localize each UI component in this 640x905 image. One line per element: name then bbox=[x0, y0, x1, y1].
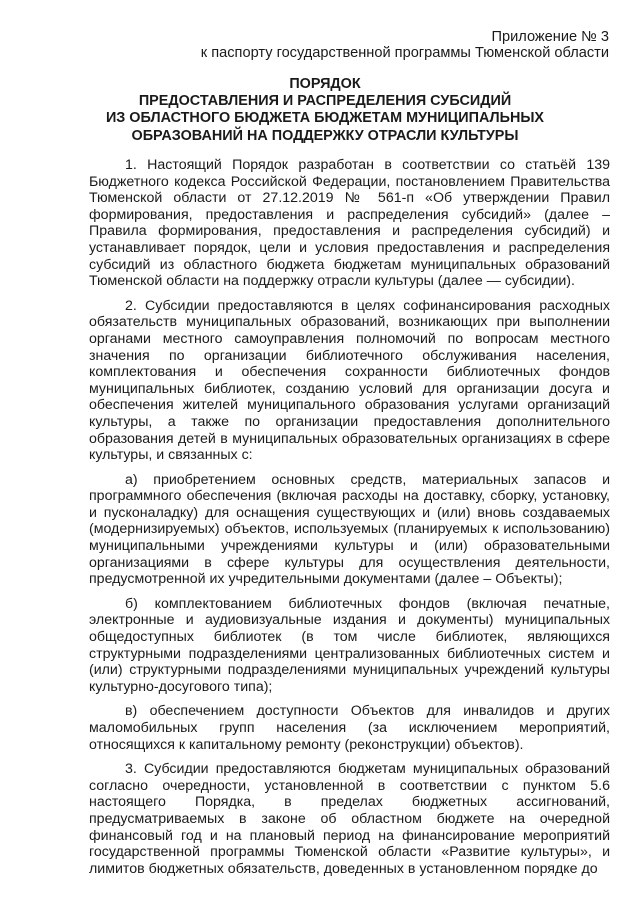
paragraph-1: 1. Настоящий Порядок разработан в соответствии со статьёй 139 Бюджетного кодекса Российской Федерации, постановлением Правительства Тюменской области от 27.12.2019 № 561-п «Об утверждении Правил формирования, предоставления и распределения субсидий» (далее – Правила формирования, предоставления и распределения субсидий) и устанавливает порядок, цели и условия предоставления и распределения субсидий из областного бюджета бюджетам муниципальных образований Тюменской области на поддержку отрасли культуры (далее — субсидии). bbox=[89, 157, 610, 290]
title-line-2: ПРЕДОСТАВЛЕНИЯ И РАСПРЕДЕЛЕНИЯ СУБСИДИЙ bbox=[138, 93, 512, 110]
title-line-4: ОБРАЗОВАНИЙ НА ПОДДЕРЖКУ ОТРАСЛИ КУЛЬТУРЫ bbox=[131, 127, 519, 144]
body-text-area bbox=[89, 157, 610, 895]
document-title bbox=[40, 76, 610, 145]
paragraph-2-item-a: а) приобретением основных средств, материальных запасов и программного обеспечения (включая расходы на доставку, сборку, установку, и пусконаладку) для оснащения существующих и (или) вновь создаваемых (модернизируемых) объектов, используемых (планируемых к использованию) муниципальными учреждениями культуры и (или) образовательными организациями в сфере культуры для осуществления деятельности, предусмотренной их учредительными документами (далее – Объекты); bbox=[89, 471, 610, 588]
appendix-subject: к паспорту государственной программы Тюменской области bbox=[200, 45, 609, 61]
paragraph-2-item-b: б) комплектованием библиотечных фондов (включая печатные, электронные и аудиовизуальные издания и документы) муниципальных общедоступных библиотек (в том числе библиотек, являющихся структурными подразделениями централизованных библиотечных систем и (или) структурными подразделениями муниципальных учреждений культуры культурно-досугового типа); bbox=[89, 595, 610, 695]
title-line-1: ПОРЯДОК bbox=[289, 76, 361, 92]
title-line-3: ИЗ ОБЛАСТНОГО БЮДЖЕТА БЮДЖЕТАМ МУНИЦИПАЛЬНЫХ bbox=[105, 110, 545, 127]
paragraph-2-item-c: в) обеспечением доступности Объектов для инвалидов и других маломобильных групп населения (за исключением мероприятий, относящихся к капитальному ремонту (реконструкции) объектов). bbox=[89, 703, 610, 753]
paragraph-3: 3. Субсидии предоставляются бюджетам муниципальных образований согласно очередности, установленной в соответствии с пунктом 5.6 настоящего Порядка, в пределах бюджетных ассигнований, предусматриваемых в законе об областном бюджете на очередной финансовый год и на плановый период на финансирование мероприятий государственной программы Тюменской области «Развитие культуры», и лимитов бюджетных обязательств, доведенных в установленном порядке до bbox=[89, 761, 610, 877]
appendix-number: Приложение № 3 bbox=[491, 29, 609, 45]
paragraph-2: 2. Субсидии предоставляются в целях софинансирования расходных обязательств муниципальных образований, возникающих при выполнении органами местного самоуправления полномочий по вопросам местного значения по организации библиотечного обслуживания населения, комплектования и обеспечения сохранности библиотечных фондов муниципальных библиотек, созданию условий для организации досуга и обеспечения жителей муниципального образования услугами организаций культуры, а также по организации предоставления дополнительного образования детей в муниципальных образовательных организациях в сфере культуры, и связанных с: bbox=[89, 297, 610, 464]
